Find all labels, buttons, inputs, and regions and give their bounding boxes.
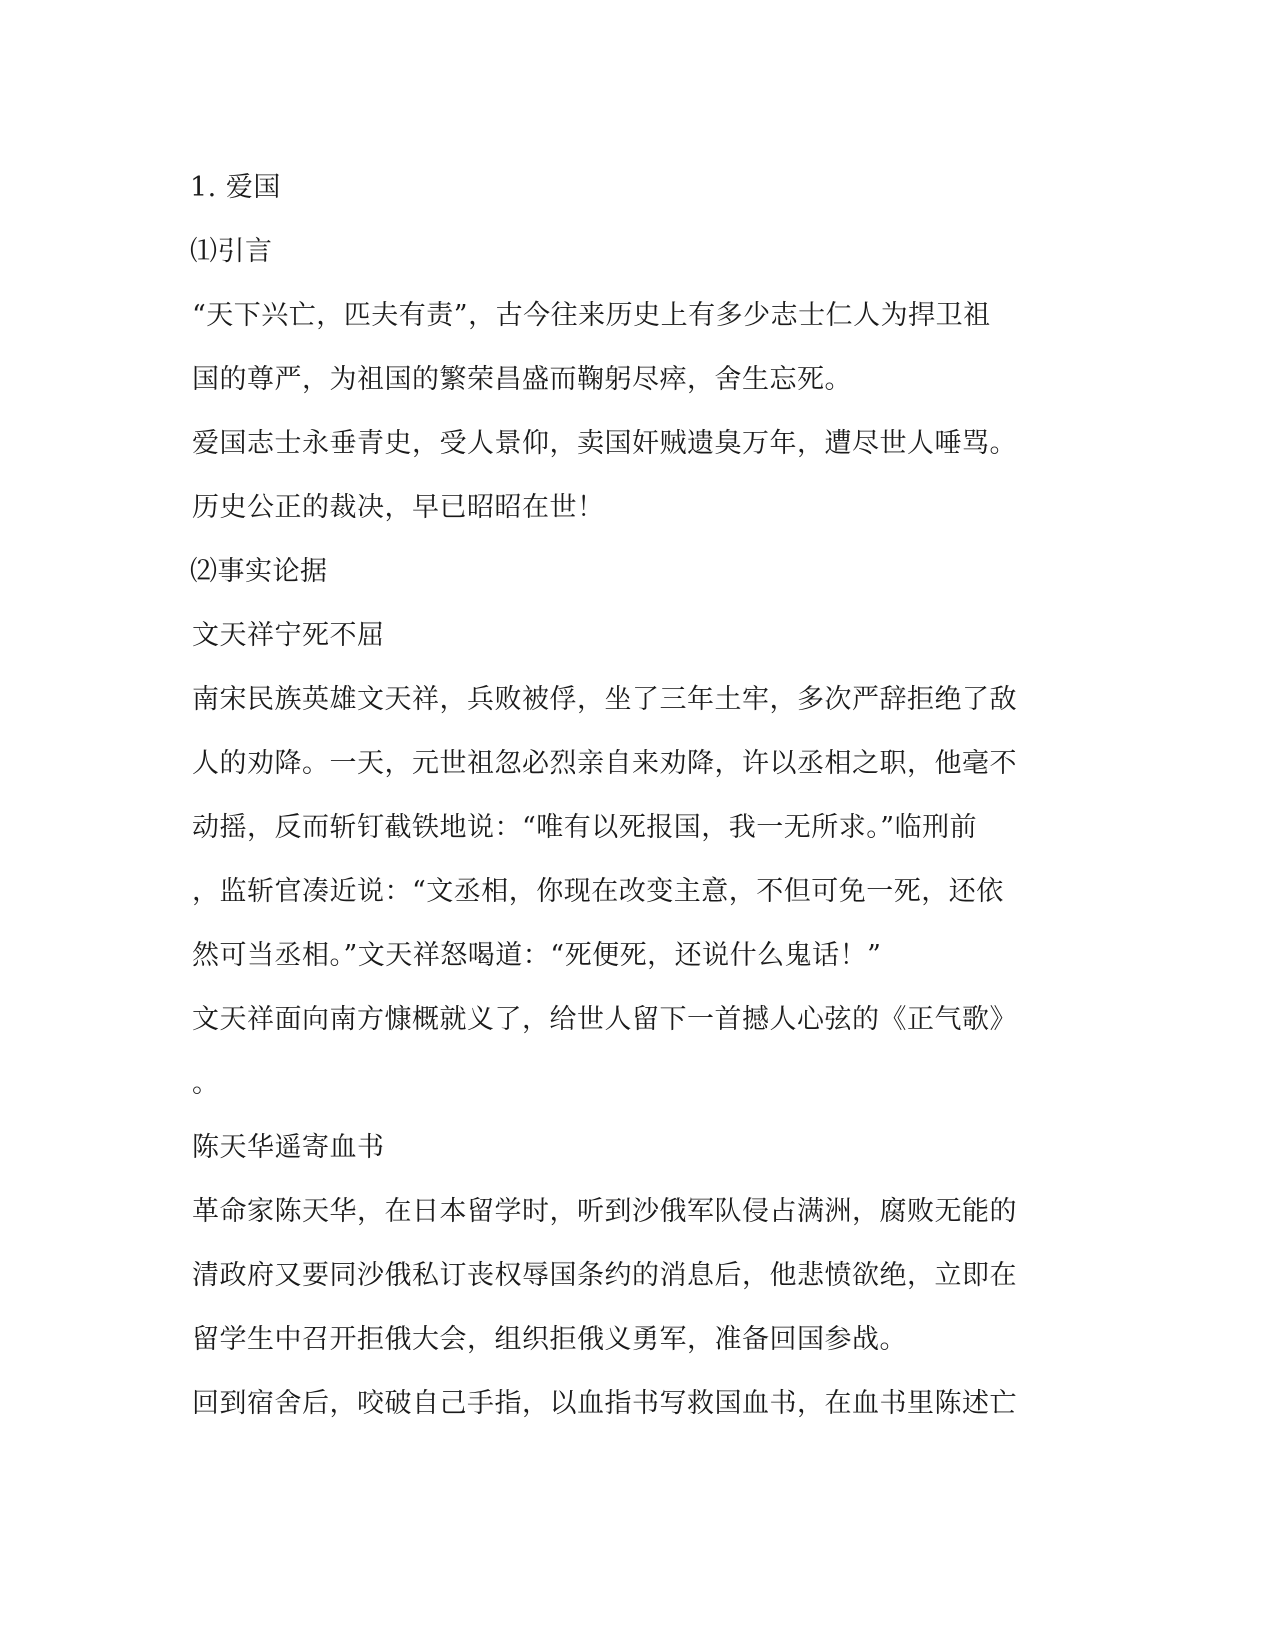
text-line: ，监斩官凑近说：“文丞相，你现在改变主意，不但可免一死，还依 <box>192 876 1004 907</box>
text-line: 文天祥面向南方慷概就义了，给世人留下一首撼人心弦的《正气歌》 <box>192 1004 1017 1035</box>
text-line: 革命家陈天华，在日本留学时，听到沙俄军队侵占满洲，腐败无能的 <box>192 1196 1017 1227</box>
example-title-chen-tianhua: 陈天华遥寄血书 <box>192 1132 385 1163</box>
text-line: 南宋民族英雄文天祥，兵败被俘，坐了三年土牢，多次严辞拒绝了敌 <box>192 684 1017 715</box>
text-line: 国的尊严，为祖国的繁荣昌盛而鞠躬尽瘁，舍生忘死。 <box>192 364 852 395</box>
text-line: 爱国志士永垂青史，受人景仰，卖国奸贼遗臭万年，遭尽世人唾骂。 <box>192 428 1017 459</box>
text-line: “天下兴亡，匹夫有责”，古今往来历史上有多少志士仁人为捍卫祖 <box>192 300 991 331</box>
text-line: 人的劝降。一天，元世祖忽必烈亲自来劝降，许以丞相之职，他毫不 <box>192 748 1017 779</box>
text-line: 留学生中召开拒俄大会，组织拒俄义勇军，准备回国参战。 <box>192 1324 907 1355</box>
section-heading-patriotism: 1. 爱国 <box>190 172 281 203</box>
text-line: 然可当丞相。”文天祥怒喝道：“死便死，还说什么鬼话！” <box>192 940 882 971</box>
text-line: 回到宿舍后，咬破自己手指，以血指书写救国血书，在血书里陈述亡 <box>192 1388 1017 1419</box>
text-line: 清政府又要同沙俄私订丧权辱国条约的消息后，他悲愤欲绝，立即在 <box>192 1260 1017 1291</box>
text-line: 。 <box>192 1068 220 1099</box>
text-line: 历史公正的裁决，早已昭昭在世！ <box>192 492 605 523</box>
example-title-wen-tianxiang: 文天祥宁死不屈 <box>192 620 385 651</box>
subheading-factual-evidence: ⑵事实论据 <box>190 556 328 587</box>
subheading-introduction: ⑴引言 <box>190 236 273 267</box>
text-line: 动摇，反而斩钉截铁地说：“唯有以死报国，我一无所求。”临刑前 <box>192 812 978 843</box>
